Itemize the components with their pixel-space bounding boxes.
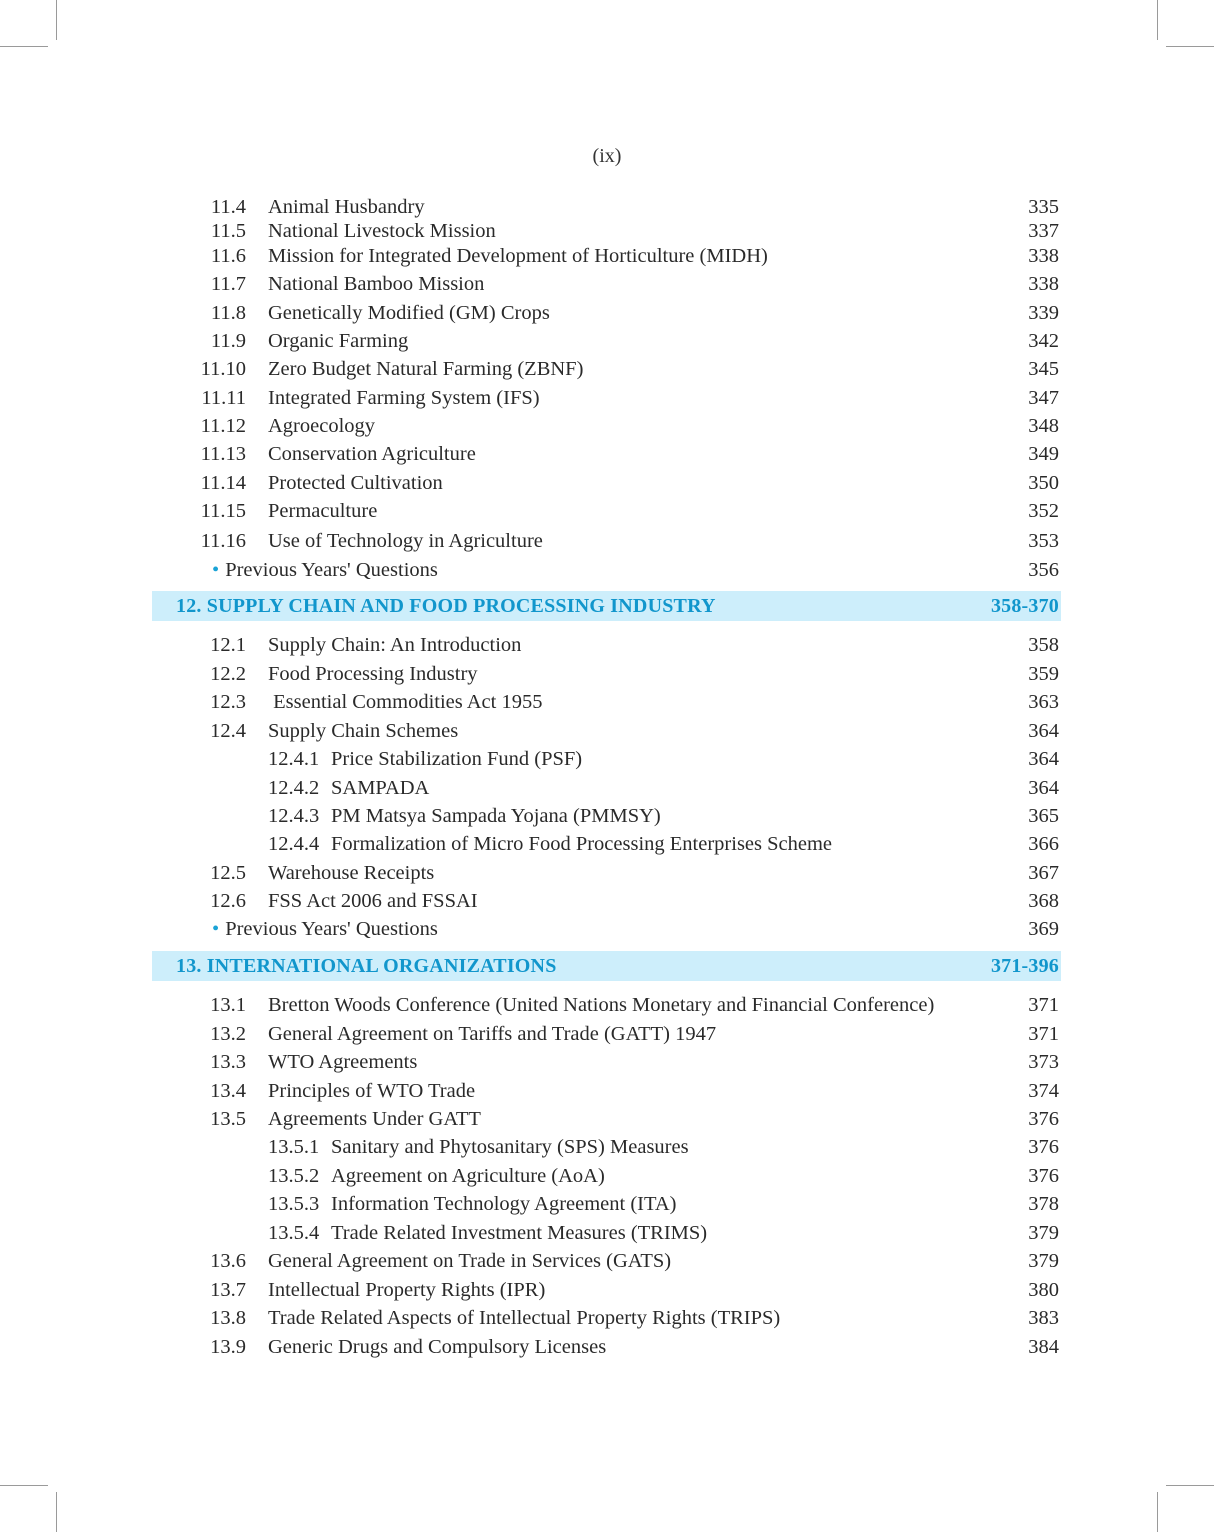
page-number: (ix) [592, 145, 622, 167]
toc-subsection-entry[interactable] [152, 1219, 1061, 1247]
toc-subsection-entry[interactable] [152, 745, 1061, 773]
entry-title-text: Previous Years' Questions [225, 918, 438, 940]
entry-number: 11.15 [200, 500, 246, 522]
entry-number: 13.6 [210, 1250, 246, 1272]
bullet-icon: • [212, 918, 220, 940]
entry-title: Animal Husbandry [268, 196, 425, 218]
bullet-icon: • [212, 559, 220, 581]
entry-page: 380 [1028, 1279, 1059, 1301]
entry-number: 12.2 [210, 663, 246, 685]
toc-section-entry[interactable] [152, 1105, 1061, 1133]
entry-title: Price Stabilization Fund (PSF) [331, 748, 583, 770]
entry-title: Genetically Modified (GM) Crops [268, 302, 550, 324]
entry-number: 11.12 [200, 415, 246, 437]
entry-page: 378 [1028, 1193, 1059, 1215]
entry-title: Use of Technology in Agriculture [268, 530, 543, 552]
entry-page: 358 [1028, 634, 1059, 656]
toc-subsection-entry[interactable] [152, 774, 1061, 802]
entry-title: WTO Agreements [268, 1051, 418, 1073]
entry-title: Agreement on Agriculture (AoA) [331, 1165, 605, 1187]
entry-title: Organic Farming [268, 330, 409, 352]
toc-section-entry[interactable] [152, 440, 1061, 468]
entry-title: Principles of WTO Trade [268, 1080, 476, 1102]
entry-title: National Bamboo Mission [268, 273, 485, 295]
chapter-title: 12. SUPPLY CHAIN AND FOOD PROCESSING INDUSTRY [176, 595, 716, 617]
entry-number: 13.7 [210, 1279, 246, 1301]
entry-page: 368 [1028, 890, 1059, 912]
entry-number: 11.7 [210, 273, 246, 295]
toc-section-entry[interactable] [152, 299, 1061, 327]
toc-subsection-entry[interactable] [152, 1190, 1061, 1218]
entry-page: 376 [1028, 1108, 1059, 1130]
entry-page: 365 [1028, 805, 1059, 827]
entry-page: 384 [1028, 1336, 1059, 1358]
entry-title: Supply Chain: An Introduction [268, 634, 522, 656]
toc-section-entry[interactable] [152, 688, 1061, 716]
entry-number: 13.8 [210, 1307, 246, 1329]
toc-entry-previous-questions[interactable] [152, 556, 1061, 584]
entry-number: 13.2 [210, 1023, 246, 1045]
entry-number: 12.4.2 [268, 777, 320, 799]
entry-number: 13.1 [210, 994, 246, 1016]
toc-section-entry[interactable] [152, 1247, 1061, 1275]
chapter-title: 13. INTERNATIONAL ORGANIZATIONS [176, 955, 557, 977]
entry-page: 359 [1028, 663, 1059, 685]
entry-title: Essential Commodities Act 1955 [268, 691, 543, 713]
entry-number: 13.5.4 [268, 1222, 320, 1244]
entry-number: 13.3 [210, 1051, 246, 1073]
toc-section-entry[interactable] [152, 327, 1061, 355]
entry-page: 342 [1028, 330, 1059, 352]
toc-section-entry[interactable] [152, 242, 1061, 270]
entry-number: 13.5.1 [268, 1136, 320, 1158]
toc-section-entry[interactable] [152, 527, 1061, 555]
entry-number: 12.4.4 [268, 833, 320, 855]
entry-page: 376 [1028, 1165, 1059, 1187]
entry-number: 13.5.2 [268, 1165, 320, 1187]
entry-number: 12.5 [210, 862, 246, 884]
toc-subsection-entry[interactable] [152, 830, 1061, 858]
toc-section-entry[interactable] [152, 717, 1061, 745]
entry-number: 11.16 [200, 530, 246, 552]
toc-section-entry[interactable] [152, 1077, 1061, 1105]
entry-number: 11.5 [210, 220, 246, 242]
chapter-heading[interactable] [152, 951, 1061, 981]
entry-number: 12.1 [210, 634, 246, 656]
entry-title: Bretton Woods Conference (United Nations Monetary and Financial Conference) [268, 994, 935, 1016]
entry-title: Zero Budget Natural Farming (ZBNF) [268, 358, 584, 380]
entry-number: 11.9 [210, 330, 246, 352]
chapter-page-range: 371-396 [990, 955, 1059, 977]
entry-title-text: Previous Years' Questions [225, 559, 438, 581]
toc-section-entry[interactable] [152, 469, 1061, 497]
entry-page: 339 [1028, 302, 1059, 324]
entry-title: Supply Chain Schemes [268, 720, 459, 742]
toc-subsection-entry[interactable] [152, 1162, 1061, 1190]
entry-page: 379 [1028, 1222, 1059, 1244]
entry-number: 11.8 [210, 302, 246, 324]
entry-title [212, 556, 438, 584]
entry-title: FSS Act 2006 and FSSAI [268, 890, 478, 912]
chapter-page-range: 358-370 [990, 595, 1059, 617]
toc-section-entry[interactable] [152, 1304, 1061, 1332]
entry-title: PM Matsya Sampada Yojana (PMMSY) [331, 805, 661, 827]
entry-page: 373 [1028, 1051, 1059, 1073]
entry-page: 363 [1028, 691, 1059, 713]
entry-title: Agreements Under GATT [268, 1108, 481, 1130]
entry-number: 13.5 [210, 1108, 246, 1130]
entry-number: 11.13 [200, 443, 246, 465]
entry-title: Protected Cultivation [268, 472, 443, 494]
entry-page: 338 [1028, 245, 1059, 267]
toc-section-entry[interactable] [152, 1048, 1061, 1076]
chapter-heading[interactable] [152, 591, 1061, 621]
entry-page: 364 [1028, 720, 1059, 742]
entry-page: 347 [1028, 387, 1059, 409]
entry-page: 335 [1028, 196, 1059, 218]
entry-page: 348 [1028, 415, 1059, 437]
toc-section-entry[interactable] [152, 660, 1061, 688]
toc-section-entry[interactable] [152, 631, 1061, 659]
entry-title: Warehouse Receipts [268, 862, 435, 884]
toc-section-entry[interactable] [152, 1276, 1061, 1304]
entry-number: 13.9 [210, 1336, 246, 1358]
entry-number: 11.11 [201, 387, 246, 409]
entry-title: Generic Drugs and Compulsory Licenses [268, 1336, 607, 1358]
entry-page: 369 [1028, 918, 1059, 940]
toc-section-entry[interactable] [152, 412, 1061, 440]
entry-number: 11.10 [200, 358, 246, 380]
entry-page: 371 [1028, 994, 1059, 1016]
entry-title: Agroecology [268, 415, 376, 437]
entry-number: 11.14 [200, 472, 246, 494]
entry-page: 383 [1028, 1307, 1059, 1329]
entry-number: 12.4 [210, 720, 246, 742]
entry-title: Permaculture [268, 500, 378, 522]
entry-number: 11.4 [210, 196, 246, 218]
entry-title: General Agreement on Trade in Services (GATS) [268, 1250, 672, 1272]
entry-title: Mission for Integrated Development of Horticulture (MIDH) [268, 245, 768, 267]
entry-number: 11.6 [210, 245, 246, 267]
entry-title [212, 915, 438, 943]
toc-section-entry[interactable] [152, 270, 1061, 298]
toc-subsection-entry[interactable] [152, 1133, 1061, 1161]
toc-section-entry[interactable] [152, 497, 1061, 525]
entry-number: 12.4.3 [268, 805, 320, 827]
entry-title: Trade Related Aspects of Intellectual Property Rights (TRIPS) [268, 1307, 781, 1329]
entry-page: 364 [1028, 777, 1059, 799]
entry-title: Conservation Agriculture [268, 443, 476, 465]
toc-section-entry[interactable] [152, 1333, 1061, 1361]
entry-page: 379 [1028, 1250, 1059, 1272]
entry-page: 353 [1028, 530, 1059, 552]
toc-section-entry[interactable] [152, 217, 1061, 245]
entry-page: 367 [1028, 862, 1059, 884]
entry-number: 13.4 [210, 1080, 246, 1102]
entry-page: 366 [1028, 833, 1059, 855]
entry-page: 376 [1028, 1136, 1059, 1158]
entry-page: 350 [1028, 472, 1059, 494]
toc-section-entry[interactable] [152, 859, 1061, 887]
entry-page: 345 [1028, 358, 1059, 380]
entry-page: 356 [1028, 559, 1059, 581]
toc-section-entry[interactable] [152, 991, 1061, 1019]
entry-title: Food Processing Industry [268, 663, 478, 685]
entry-page: 338 [1028, 273, 1059, 295]
entry-title: Information Technology Agreement (ITA) [331, 1193, 677, 1215]
entry-number: 12.3 [210, 691, 246, 713]
entry-title: National Livestock Mission [268, 220, 496, 242]
entry-page: 352 [1028, 500, 1059, 522]
entry-page: 371 [1028, 1023, 1059, 1045]
entry-title: Trade Related Investment Measures (TRIMS) [331, 1222, 708, 1244]
entry-number: 12.4.1 [268, 748, 320, 770]
toc-section-entry[interactable] [152, 1020, 1061, 1048]
toc-subsection-entry[interactable] [152, 802, 1061, 830]
toc-section-entry[interactable] [152, 887, 1061, 915]
entry-title: Integrated Farming System (IFS) [268, 387, 540, 409]
entry-page: 337 [1028, 220, 1059, 242]
entry-title: Sanitary and Phytosanitary (SPS) Measures [331, 1136, 689, 1158]
entry-page: 349 [1028, 443, 1059, 465]
toc-entry-previous-questions[interactable] [152, 915, 1061, 943]
entry-number: 13.5.3 [268, 1193, 320, 1215]
toc-section-entry[interactable] [152, 384, 1061, 412]
entry-page: 364 [1028, 748, 1059, 770]
entry-title: General Agreement on Tariffs and Trade (GATT) 1947 [268, 1023, 717, 1045]
entry-title: Formalization of Micro Food Processing Enterprises Scheme [331, 833, 833, 855]
entry-number: 12.6 [210, 890, 246, 912]
toc-section-entry[interactable] [152, 355, 1061, 383]
entry-title: Intellectual Property Rights (IPR) [268, 1279, 546, 1301]
entry-page: 374 [1028, 1080, 1059, 1102]
entry-title: SAMPADA [331, 777, 430, 799]
